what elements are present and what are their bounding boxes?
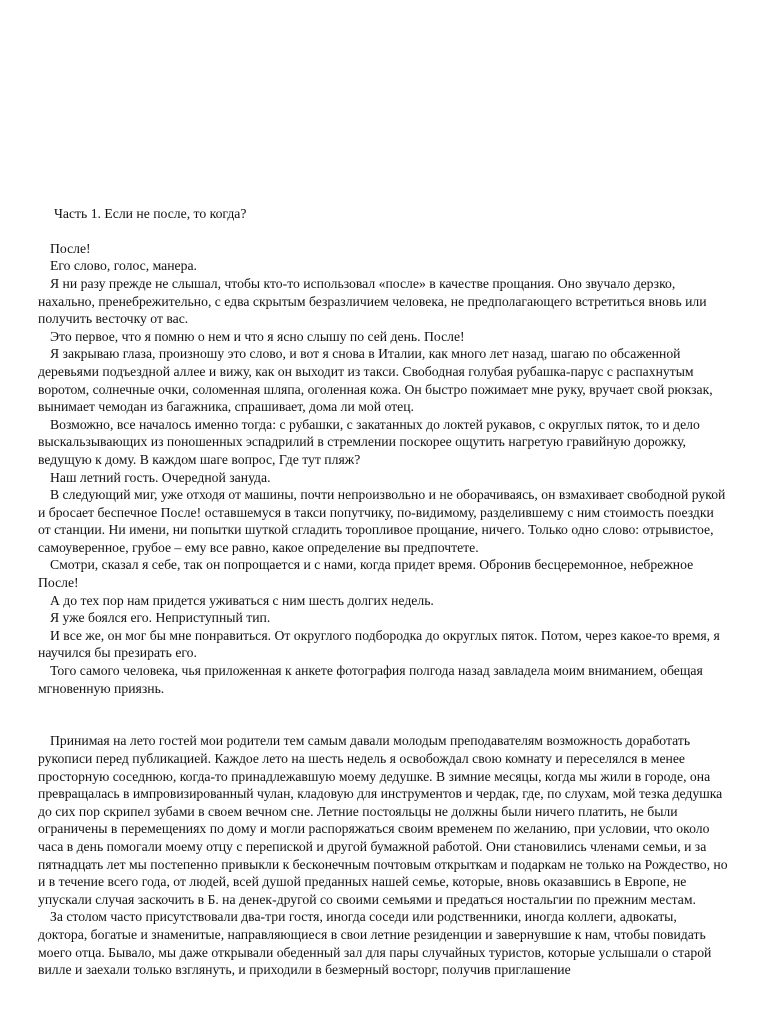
paragraph: Того самого человека, чья приложенная к анкете фотография полгода назад завладела моим вниманием, обещая мгновенную приязнь. (38, 663, 703, 696)
paragraph: Я уже боялся его. Неприступный тип. (50, 610, 271, 626)
paragraph: Я закрываю глаза, произношу это слово, и вот я снова в Италии, как много лет назад, шагаю по обсаженной деревьями подъездной аллее и вижу, как он выходит из такси. Свободная голубая рубашка-парус с распахнутым воротом, солнечные очки, соломенная шляпа, оголенная кожа. Он быстро пожимает мне руку, вручает свой рюкзак, вынимает чемодан из багажника, спрашивает, дома ли мой отец. (38, 346, 713, 415)
chapter-title: Часть 1. Если не после, то когда? (54, 205, 247, 221)
blank-line (38, 222, 728, 240)
paragraph: Возможно, все началось именно тогда: с рубашки, с закатанных до локтей рукавов, с округлых пяток, то и дело выскальзывающих из поношенных эспадрилий в стремлении поскорее ощутить нагретую гравийную дорожку, ведущую к дому. В каждом шаге вопрос, Где тут пляж? (38, 416, 700, 467)
paragraph: Это первое, что я помню о нем и что я ясно слышу по сей день. После! (50, 328, 465, 344)
paragraph: Наш летний гость. Очередной зануда. (50, 469, 271, 485)
blank-line (38, 697, 728, 715)
paragraph: Смотри, сказал я себе, так он попрощается и с нами, когда придет время. Обронив бесцеремонное, небрежное После! (38, 557, 694, 591)
paragraph: Я ни разу прежде не слышал, чтобы кто-то использовал «после» в качестве прощания. Оно звучало дерзко, нахально, пренебрежительно, с едва скрытым безразличием человека, не предполагающего встретиться вновь или получить весточку от вас. (38, 275, 707, 327)
blank-line (38, 715, 728, 733)
paragraph: А до тех пор нам придется уживаться с ним шесть долгих недель. (50, 592, 434, 608)
blank-line (38, 187, 728, 205)
paragraph: После! (50, 240, 91, 256)
paragraph: Его слово, голос, манера. (50, 258, 197, 274)
paragraph: В следующий миг, уже отходя от машины, почти непроизвольно и не оборачиваясь, он взмахивает свободной рукой и бросает беспечное После! оставшемуся в такси попутчику, по-видимому, разделившему с ним стоимость поездки от станции. Ни имени, ни попытки шуткой сгладить торопливое прощание, ничего. Только одно слово: отрывистое, самоуверенное, грубое – ему все равно, какое определение вы предпочтете. (38, 487, 726, 555)
paragraph: Принимая на лето гостей мои родители тем самым давали молодым преподавателям возможность доработать рукописи перед публикацией. Каждое лето на шесть недель я освобождал свою комнату и переселялся в менее просторную соседнюю, когда-то принадлежавшую моему дедушке. В зимние месяцы, когда мы жили в городе, она превращалась в импровизированный чулан, кладовую для инструментов и чердак, где, по слухам, мой тезка дедушка до сих пор скрипел зубами в своем вечном сне. Летние постояльцы не должны были ничего платить, не были ограничены в перемещениях по дому и могли распоряжаться своим временем по желанию, при условии, что около часа в день помогали моему отцу с перепиской и другой бумажной работой. Они становились членами семьи, и за пятнадцать лет мы постепенно привыкли к бесконечным почтовым открыткам и подаркам не только на Рождество, но и в течение всего года, от людей, всей душой преданных нашей семье, которые, вновь оказавшись в Европе, не упускали случая заскочить в Б. на денек-другой со своими семьями и предаться ностальгии по прежним местам. (38, 733, 728, 907)
document-text (38, 187, 728, 979)
paragraph: И все же, он мог бы мне понравиться. От округлого подбородка до округлых пяток. Потом, через какое-то время, я научился бы презирать его. (38, 627, 720, 661)
paragraph: За столом часто присутствовали два-три гостя, иногда соседи или родственники, иногда коллеги, адвокаты, доктора, богатые и знаменитые, направляющиеся в свои летние резиденции и завернувшие к нам, чтобы повидать моего отца. Бывало, мы даже открывали обеденный зал для пары случайных туристов, которые услышали о старой вилле и заехали только взглянуть, и приходили в безмерный восторг, получив приглашение (38, 909, 712, 978)
